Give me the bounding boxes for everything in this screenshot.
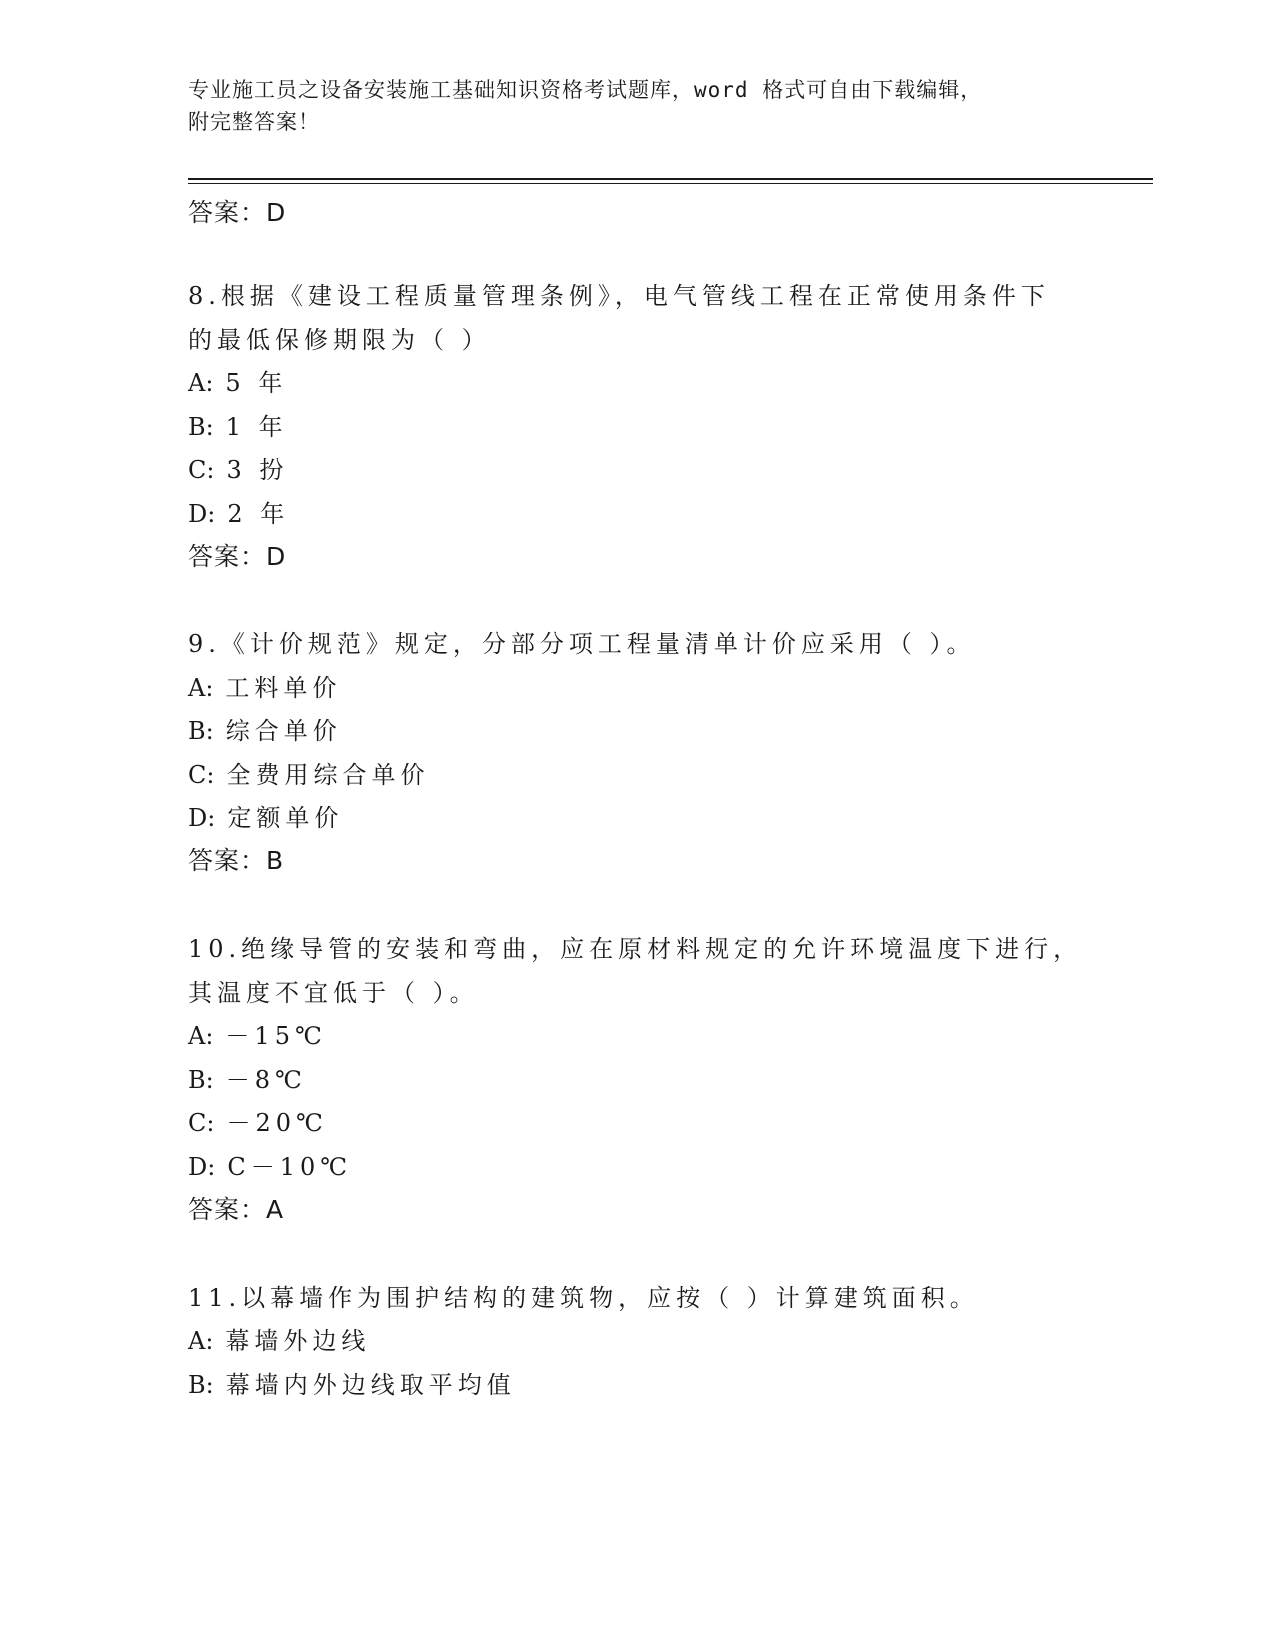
option-text: 工料单价 — [225, 674, 342, 702]
option-label: B: — [188, 1066, 214, 1094]
q9-option-a — [188, 668, 341, 703]
option-text: －15℃ — [225, 1022, 327, 1050]
option-text: －20℃ — [226, 1109, 328, 1137]
option-label: B: — [188, 413, 214, 441]
option-text: C－10℃ — [227, 1153, 353, 1181]
answer-label: 答案： — [188, 846, 267, 875]
q10-option-b — [188, 1060, 307, 1095]
q9-option-c — [188, 755, 429, 790]
q11-option-b — [188, 1365, 516, 1400]
answer-label: 答案： — [188, 198, 267, 227]
answer-value: D — [266, 542, 287, 571]
answer-line-q7 — [188, 193, 286, 229]
answer-value: B — [266, 846, 285, 875]
q9-option-b — [188, 711, 342, 746]
option-label: A: — [188, 1022, 214, 1050]
option-label: B: — [188, 717, 214, 745]
q10-option-c — [188, 1103, 328, 1138]
option-text: 3 扮 — [226, 456, 289, 484]
option-text: 幕墙内外边线取平均值 — [225, 1371, 516, 1399]
option-text: 2 年 — [227, 500, 290, 528]
option-label: A: — [188, 674, 214, 702]
option-label: B: — [188, 1371, 214, 1399]
option-text: 综合单价 — [225, 717, 342, 745]
q8-option-b — [188, 407, 288, 442]
q8-stem-line-1: 8.根据《建设工程质量管理条例》，电气管线工程在正常使用条件下 — [188, 282, 1050, 310]
header-line-2: 附完整答案！ — [188, 110, 320, 134]
option-text: 1 年 — [225, 413, 288, 441]
option-text: －8℃ — [225, 1066, 307, 1094]
header-divider-thin — [188, 183, 1153, 184]
option-text: 全费用综合单价 — [226, 761, 430, 789]
option-label: C: — [188, 761, 215, 789]
header-line-1: 专业施工员之设备安装施工基础知识资格考试题库，word 格式可自由下载编辑， — [188, 78, 983, 102]
q8-option-c — [188, 450, 288, 485]
q8-option-a — [188, 363, 287, 398]
answer-label: 答案： — [188, 1195, 267, 1224]
q10-option-d — [188, 1147, 352, 1182]
option-label: A: — [188, 1327, 214, 1355]
q8-option-d — [188, 494, 289, 529]
option-label: D: — [188, 500, 216, 528]
q10-option-a — [188, 1016, 327, 1051]
option-text: 定额单价 — [227, 804, 344, 832]
document-header — [188, 74, 1088, 138]
option-text: 幕墙外边线 — [225, 1327, 371, 1355]
q8-stem-line-2: 的最低保修期限为（ ） — [188, 326, 491, 354]
q9-option-d — [188, 798, 343, 833]
option-label: C: — [188, 456, 215, 484]
q9-answer — [188, 841, 284, 877]
answer-label: 答案： — [188, 542, 267, 571]
answer-value: D — [266, 198, 287, 227]
q10-answer — [188, 1190, 284, 1226]
q8-answer — [188, 537, 286, 573]
q10-stem-line-1: 10.绝缘导管的安装和弯曲，应在原材料规定的允许环境温度下进行， — [188, 935, 1083, 963]
option-label: D: — [188, 1153, 216, 1181]
header-divider-thick — [188, 178, 1153, 180]
option-label: C: — [188, 1109, 215, 1137]
option-label: D: — [188, 804, 216, 832]
answer-value: A — [266, 1195, 285, 1224]
q9-stem-line-1: 9.《计价规范》规定，分部分项工程量清单计价应采用（ ）。 — [188, 630, 976, 658]
option-text: 5 年 — [225, 369, 288, 397]
q11-option-a — [188, 1321, 370, 1356]
q11-stem-line-1: 11.以幕墙作为围护结构的建筑物，应按（ ）计算建筑面积。 — [188, 1284, 979, 1312]
q10-stem-line-2: 其温度不宜低于（ ）。 — [188, 979, 479, 1007]
option-label: A: — [188, 369, 214, 397]
